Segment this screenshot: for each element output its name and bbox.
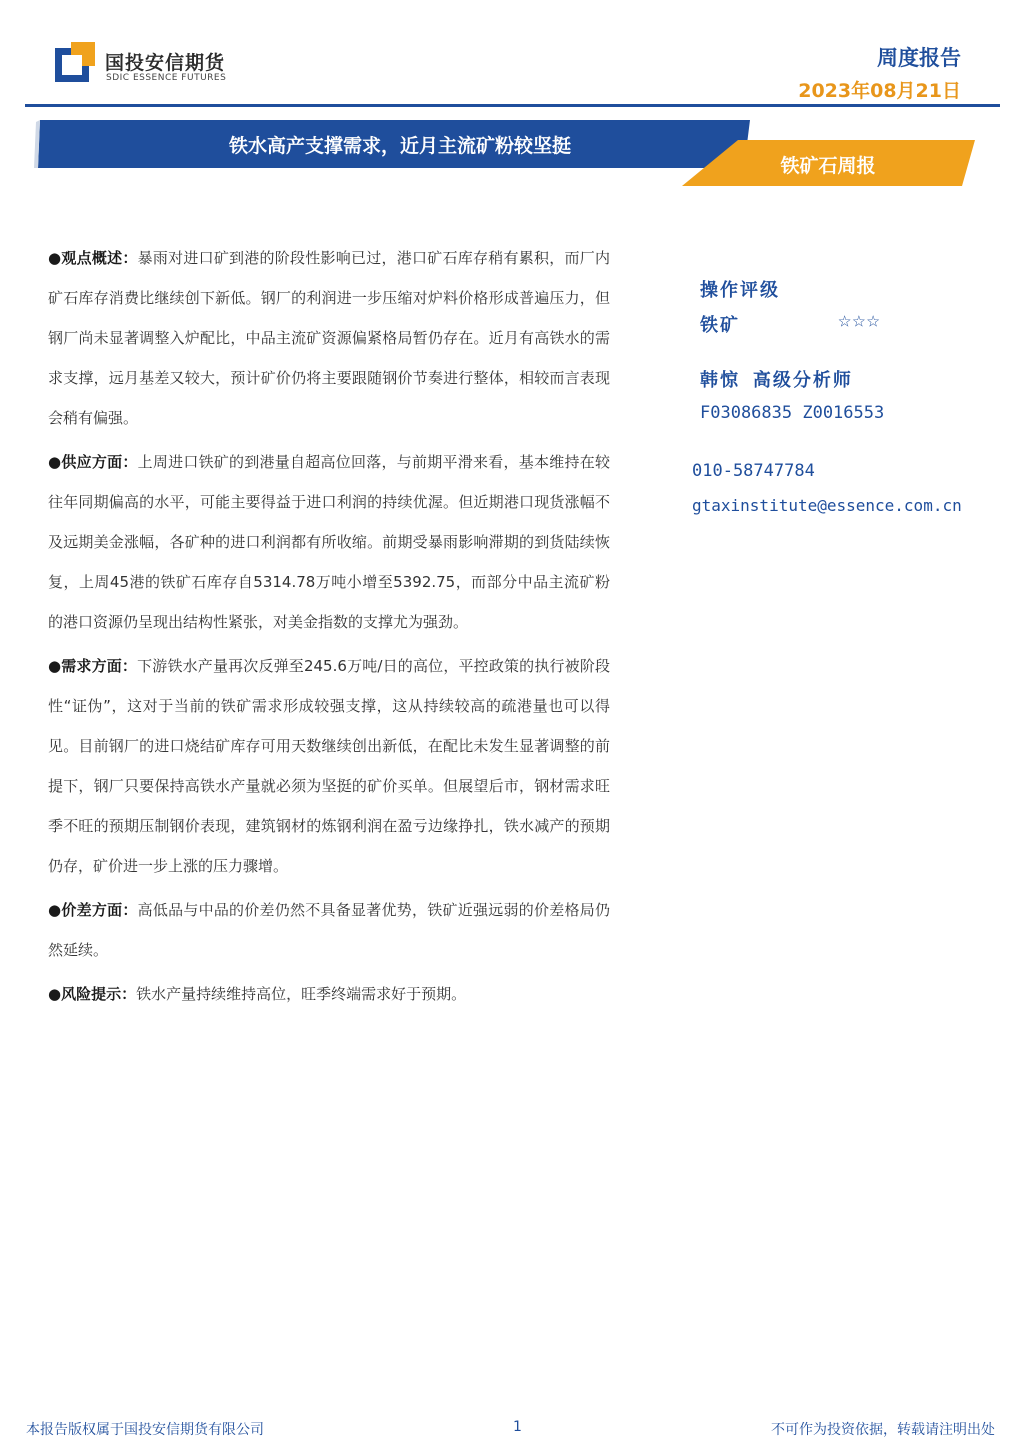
header-divider [25, 104, 1000, 107]
section-overview [48, 238, 610, 438]
rating-stars-icon: ☆☆☆ [838, 308, 881, 333]
section-text: 铁水产量持续维持高位，旺季终端需求好于预期。 [136, 985, 467, 1003]
report-category-tag: 铁矿石周报 [780, 155, 876, 177]
section-heading: ●风险提示： [48, 985, 137, 1003]
footer-copyright: 本报告版权属于国投安信期货有限公司 [26, 1422, 264, 1438]
company-name-en: SDIC ESSENCE FUTURES [106, 73, 227, 83]
analyst-name: 韩惊 高级分析师 [700, 370, 853, 391]
page-number: 1 [513, 1419, 522, 1435]
section-spread [48, 890, 610, 970]
contact-phone: 010-58747784 [692, 461, 815, 481]
section-supply [48, 442, 610, 642]
analyst-certificates: F03086835 Z0016553 [700, 403, 885, 423]
section-heading: ●观点概述： [48, 249, 138, 267]
section-demand [48, 646, 610, 886]
section-heading: ●价差方面： [48, 901, 138, 919]
company-logo-icon [55, 42, 95, 82]
section-text: 高低品与中品的价差仍然不具备显著优势，铁矿近强远弱的价差格局仍然延续。 [48, 901, 610, 959]
contact-email[interactable]: gtaxinstitute@essence.com.cn [692, 496, 962, 515]
report-title: 铁水高产支撑需求，近月主流矿粉较坚挺 [228, 135, 571, 157]
report-date: 2023年08月21日 [798, 80, 961, 102]
report-type: 周度报告 [877, 46, 961, 70]
section-heading: ●供应方面： [48, 453, 138, 471]
section-text: 暴雨对进口矿到港的阶段性影响已过，港口矿石库存稍有累积，而厂内矿石库存消费比继续创下新低。钢厂的利润进一步压缩对炉料价格形成普遍压力，但钢厂尚未显著调整入炉配比，中品主流矿资源偏紧格局暂仍存在。近月有高铁水的需求支撑，远月基差又较大，预计矿价仍将主要跟随钢价节奏进行整体，相较而言表现会稍有偏强。 [48, 249, 610, 427]
rating-label: 操作评级 [700, 280, 780, 301]
footer-disclaimer: 不可作为投资依据，转载请注明出处 [771, 1422, 995, 1438]
company-name-cn: 国投安信期货 [105, 52, 226, 74]
section-risk [48, 974, 610, 1014]
section-text: 上周进口铁矿的到港量自超高位回落，与前期平滑来看，基本维持在较往年同期偏高的水平，可能主要得益于进口利润的持续优渥。但近期港口现货涨幅不及远期美金涨幅，各矿种的进口利润都有所收缩。前期受暴雨影响滞期的到货陆续恢复，上周45港的铁矿石库存自5314.78万吨小增至5392.75，而部分中品主流矿粉的港口资源仍呈现出结构性紧张，对美金指数的支撑尤为强劲。 [48, 453, 610, 631]
section-text: 下游铁水产量再次反弹至245.6万吨/日的高位，平控政策的执行被阶段性“证伪”，这对于当前的铁矿需求形成较强支撑，这从持续较高的疏港量也可以得见。目前钢厂的进口烧结矿库存可用天数继续创出新低，在配比未发生显著调整的前提下，钢厂只要保持高铁水产量就必须为坚挺的矿价买单。但展望后市，钢材需求旺季不旺的预期压制钢价表现，建筑钢材的炼钢利润在盈亏边缘挣扎，铁水减产的预期仍存，矿价进一步上涨的压力骤增。 [48, 657, 611, 875]
rating-commodity: 铁矿 [700, 315, 740, 336]
section-heading: ●需求方面： [48, 657, 138, 675]
report-body [48, 238, 610, 1018]
